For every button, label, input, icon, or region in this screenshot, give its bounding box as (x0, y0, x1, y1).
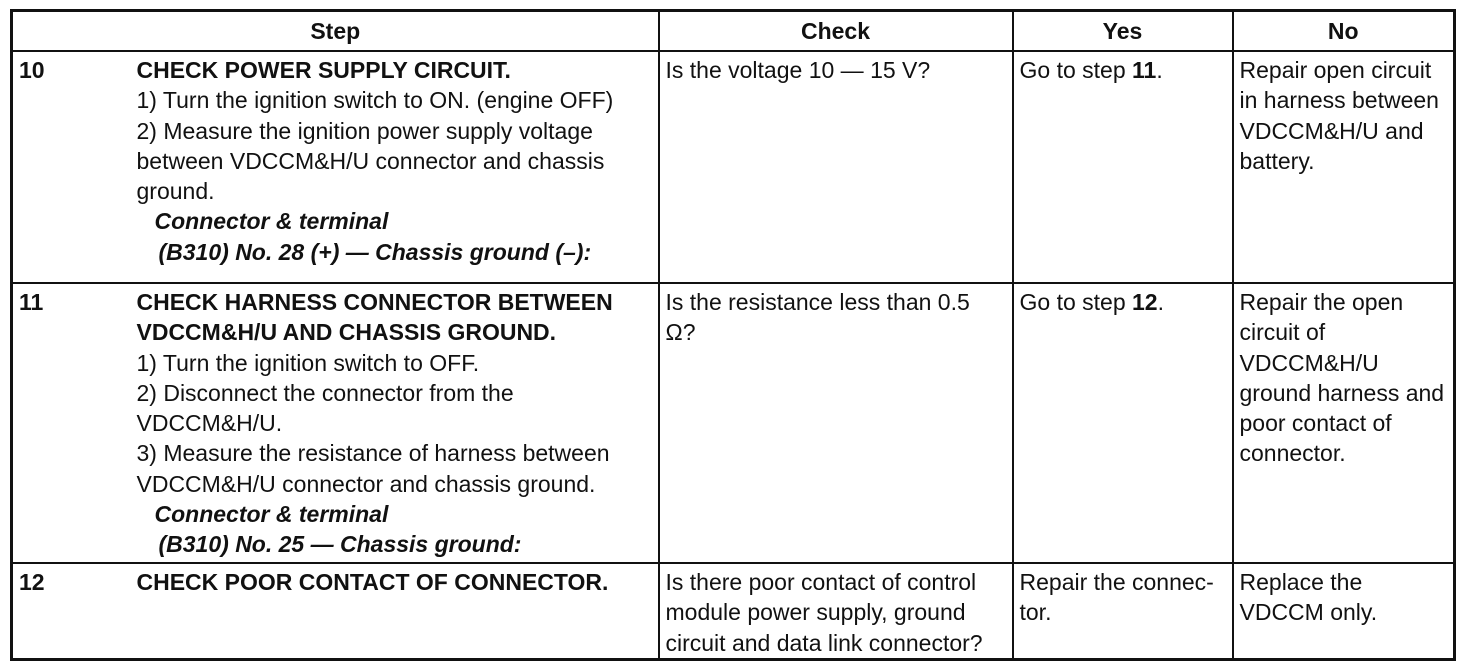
step-title: CHECK POWER SUPPLY CIRCUIT. (136, 57, 511, 83)
yes-suffix: . (1156, 57, 1163, 83)
header-check: Check (659, 11, 1013, 52)
check-cell: Is the resistance less than 0.5 Ω? (659, 283, 1013, 563)
table-row (12, 51, 1455, 283)
step-instruction: 2) Disconnect the connector from the VDCCM&H/U. (136, 379, 514, 437)
header-row (12, 11, 1455, 52)
table-row (12, 283, 1455, 563)
step-instruction: 1) Turn the ignition switch to OFF. (136, 349, 480, 376)
step-number: 11 (12, 283, 137, 563)
yes-cell (1013, 51, 1233, 283)
no-cell: Repair open circuit in harness between VDCCM&H/U and battery. (1233, 51, 1455, 283)
step-description (137, 51, 659, 283)
yes-suffix: . (1157, 289, 1164, 315)
connector-label: Connector & terminal (154, 208, 389, 235)
step-title: CHECK HARNESS CONNECTOR BETWEEN VDCCM&H/U AND CHASSIS GROUND. (136, 289, 613, 346)
yes-step-link: 11 (1132, 57, 1157, 83)
connector-value: (B310) No. 25 — Chassis ground: (158, 531, 522, 558)
diagnostic-table (10, 9, 1456, 661)
yes-cell (1013, 283, 1233, 563)
header-yes: Yes (1013, 11, 1233, 52)
step-number: 12 (12, 563, 137, 659)
step-title: CHECK POOR CONTACT OF CONNECTOR. (136, 569, 609, 595)
step-instruction: 3) Measure the resistance of harness between VDCCM&H/U connector and chassis ground. (136, 440, 610, 497)
step-number: 10 (12, 51, 137, 283)
no-cell: Repair the open circuit of VDCCM&H/U ground harness and poor contact of connector. (1233, 283, 1455, 563)
step-description (137, 283, 659, 563)
no-cell: Replace the VDCCM only. (1233, 563, 1455, 659)
connector-value: (B310) No. 28 (+) — Chassis ground (–): (158, 238, 592, 265)
yes-cell: Repair the connec- tor. (1013, 563, 1233, 659)
yes-prefix: Go to step (1019, 57, 1133, 83)
check-cell: Is there poor contact of control module power supply, ground circuit and data link connector? (659, 563, 1013, 659)
check-cell: Is the voltage 10 — 15 V? (659, 51, 1013, 283)
step-description (137, 563, 659, 659)
yes-prefix: Go to step (1019, 289, 1133, 315)
table-row (12, 563, 1455, 659)
yes-step-link: 12 (1132, 289, 1158, 315)
header-no: No (1233, 11, 1455, 52)
step-instruction: 1) Turn the ignition switch to ON. (engine OFF) (136, 87, 614, 114)
step-instruction: 2) Measure the ignition power supply voltage between VDCCM&H/U connector and chassis ground. (136, 117, 605, 205)
connector-label: Connector & terminal (154, 501, 389, 528)
header-step: Step (12, 11, 659, 52)
